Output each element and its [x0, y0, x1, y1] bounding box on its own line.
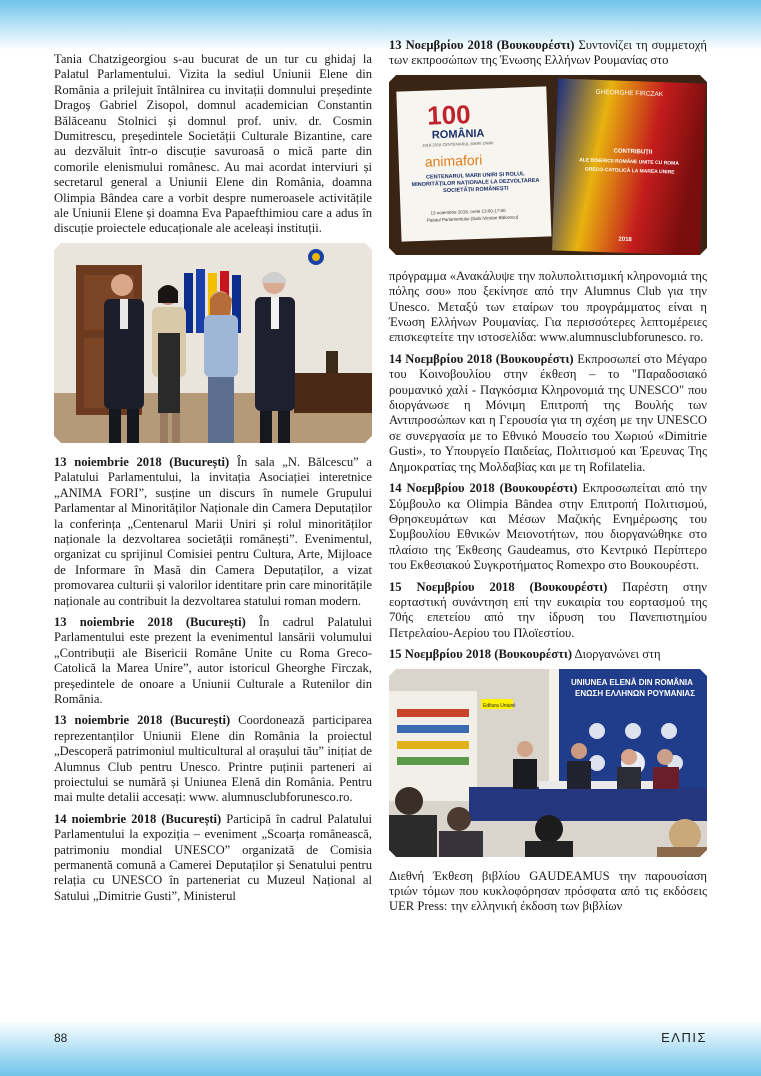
poster-org: animafori: [424, 151, 483, 170]
entry-date: 14 Νοεμβρίου 2018 (Βουκουρέστι): [389, 481, 578, 496]
entry-text: Coordonează participarea reprezentanților Uniunii Elene din România la proiectul „Descoperă patrimoniul multicultural al orașului tău” inițiat de Alumnus Club pentru Unesco. Printre puținii parteneri ai proiectului se numără și Uniunea Elenă din România. Pentru mai multe detalii accesați: www. alumnusclubforunesco.ro.: [54, 713, 372, 805]
entry-paragraph: [389, 38, 707, 69]
after-photo-paragraph: Διεθνή Έκθεση βιβλίου GAUDEAMUS την παρουσίαση τριών τόμων που κυκλοφόρησαν πρόσφατα από τις εκδόσεις UER Press: την ελληνική έκδοση των βιβλίων: [389, 868, 707, 914]
entry-date: 15 Νοεμβρίου 2018 (Βουκουρέστι): [389, 579, 608, 594]
books-photo-image: [389, 75, 707, 255]
poster-venue: Palatul Parlamentului (Sala Nicolae Bălcescu): [426, 214, 519, 223]
entry-text: Παρέστη στην εορταστική συνάντηση επί την ευκαιρία του εορτασμού της 70ής επετείου από την ίδρυση του Πανεπιστημίου Πετρελαίου-Αερίου του Πλοϊεστίου.: [389, 579, 707, 640]
entry-text: Διοργανώνει στη: [572, 647, 661, 662]
poster-country: ROMÂNIA: [431, 127, 485, 142]
entry-paragraph: [389, 580, 707, 642]
book-title-line: CONTRIBUȚII: [613, 148, 653, 156]
stand-sign: Editura Uniunii: [483, 702, 516, 709]
entry-date: 14 Νοεμβρίου 2018 (Βουκουρέστι): [389, 351, 574, 366]
magazine-title: ΕΛΠΙΣ: [661, 1030, 707, 1045]
meeting-photo-image: [54, 243, 372, 443]
entry-paragraph: [54, 455, 372, 609]
entry-text: În sala „N. Bălcescu” a Palatului Parlamentului, la invitația Asociației interetnice „ANIMA FORI”, susține un discurs în numele Grupului Parlamentar al Minorităților Naționale din Camera Deputaților la conferința „Centenarul Marii Uniri și rolul minorităților naționale la dezvoltarea societății românești”. Evenimentul, organizat cu sprijinul Comisiei pentru Cultura, Arte, Mijloace de Informare în Masă din Camera Deputaților, a vizat promovarea culturii și valorilor identitare prin care minoritățile naționale au contribuit la dezvoltarea statului roman modern.: [54, 454, 372, 608]
meeting-photo: [54, 243, 372, 443]
entry-date: 15 Νοεμβρίου 2018 (Βουκουρέστι): [389, 647, 573, 662]
entry-paragraph: [54, 713, 372, 805]
entry-text: Συντονίζει τη συμμετοχή των εκπροσώπων της Ένωσης Ελλήνων Ρουμανίας στο: [389, 38, 707, 68]
book-title-line: ALE BISERICII ROMÂNE UNITE CU ROMA: [579, 157, 679, 167]
poster-date: 13 noiembrie 2018, orele 13:00-17:00: [430, 207, 506, 216]
entry-text: În cadrul Palatului Parlamentului este prezent la evenimentul lansării volumului „Contribuții ale Bisericii Române Unite cu Roma Greco-Catolică la Marea Unire”, autor istoricul Gheorghe Firczak, președintele de onoare a Uniunii Culturale a Rutenilor din România.: [54, 614, 372, 706]
entry-paragraph: [54, 812, 372, 904]
entry-date: 13 noiembrie 2018 (București): [54, 713, 231, 728]
book-fair-photo-image: [389, 669, 707, 857]
continuation-paragraph: πρόγραμμα «Ανακάλυψε την πολυπολιτισμική κληρονομιά της πόλης σου» που ξεκίνησε από την Alumnus Club για την Unesco. Μεταξύ των εταίρων του προγράμματος είναι η Ένωση Ελλήνων Ρουμανίας. Για περισσότερες λεπτομέρειες επισκεφτείτε την ιστοσελίδα: www.alumnusclubforunesco. ro.: [389, 268, 707, 345]
entry-date: 13 noiembrie 2018 (București): [54, 454, 230, 469]
entry-text: Εκπροσωπεί στο Μέγαρο του Κοινοβουλίου στην έκθεση – το "Παραδοσιακό ρουμανικό χαλί - Παγκόσμια Κληρονομιά της UNESCO" που διοργάνωσε η Μόνιμη Επιτροπή της Βουλής των Αντιπροσώπων και η Γερουσία για τη σχέση με την UNESCO σε συνεργασία με το Εθνικό Μουσείο του Χωριού «Dimitrie Gusti», το Υπουργείο Παιδείας, Πολιτισμού και Έρευνας Της Δημοκρατίας της Μολδαβίας και με τη Rofilatelia.: [389, 351, 707, 474]
entry-paragraph: [389, 481, 707, 573]
entry-date: 14 noiembrie 2018 (București): [54, 811, 222, 826]
book-fair-photo: [389, 669, 707, 857]
entry-paragraph: [54, 615, 372, 707]
poster-title: CENTENARUL MARII UNIRI ȘI ROLUL MINORITĂȚILOR NAȚIONALE LA DEZVOLTAREA SOCIETĂȚII ROMÂNEȘTI: [411, 171, 540, 194]
book-title-line: GRECO-CATOLICĂ LA MAREA UNIRE: [584, 166, 675, 176]
bottom-gradient-band: [0, 1020, 761, 1076]
page-number: 88: [54, 1031, 68, 1045]
banner-line: ΕΝΩΣΗ ΕΛΛΗΝΩΝ ΡΟΥΜΑΝΙΑΣ: [575, 688, 695, 698]
entry-text: Participă în cadrul Palatului Parlamentului la expoziția – eveniment „Scoarța românească, patrimoniu mondial UNESCO” organizată de Comisia permanentă comună a Camerei Deputaților și Senatului pentru relația cu UNESCO în parteneriat cu Muzeul Național al Satului „Dimitrie Gusti”, Ministerul: [54, 811, 372, 903]
banner-line: UNIUNEA ELENĂ DIN ROMÂNIA: [571, 677, 693, 687]
book-year: 2018: [618, 236, 632, 243]
book-author: GHEORGHE FIRCZAK: [595, 88, 664, 98]
entry-date: 13 Νοεμβρίου 2018 (Βουκουρέστι): [389, 38, 575, 52]
entry-paragraph: [389, 647, 707, 662]
entry-paragraph: [389, 352, 707, 475]
entry-date: 13 noiembrie 2018 (București): [54, 614, 246, 629]
left-column: [54, 52, 372, 910]
poster-number: 100: [426, 98, 472, 131]
right-column: [389, 38, 707, 921]
books-photo: [389, 75, 707, 255]
poster-years: 1918-2018 CENTENARUL MARII UNIRI: [422, 140, 494, 148]
entry-text: Εκπροσωπείται από την Σύμβουλο κα Olimpia Bândea στην Επιτροπή Πολιτισμού, Θρησκευμάτων και Μέσων Μαζικής Ενημέρωσης του Συμβουλίου Εθνικών Μειονοτήτων, που διοργανώθηκε στο πλαίσιο της Έκθεσης Gaudeamus, στο Κεντρικό Περίπτερο του Εκθεσιακού Συγκροτήματος Romexpo στο Βουκουρέστι.: [389, 481, 707, 573]
intro-paragraph: Tania Chatzigeorgiou s-au bucurat de un tur cu ghidaj la Palatul Parlamentului. Vizita la sediul Uniunii Elene din România a prilejuit întâlnirea cu invitații domnului președinte Dragoș Gabriel Zisopol, domnul academician Constantin Bălăceanu Stolnici și domnul prof. univ. dr. Cosmin Dumitrescu, președintele Societății Culturale Bizantine, care au dezvăluit într-o discuție savuroasă o mică parte din comorile elenismului românesc. Au mai acordat interviuri și secretarul general a Uniunii Elene din România, doamna Olimpia Bândea care a vorbit despre numeroasele activitățile ale Uniunii Elene și doamna Eva Papaefthimiou care a adus în discuție proiectele educaționale ale aceleași instituții.: [54, 52, 372, 236]
